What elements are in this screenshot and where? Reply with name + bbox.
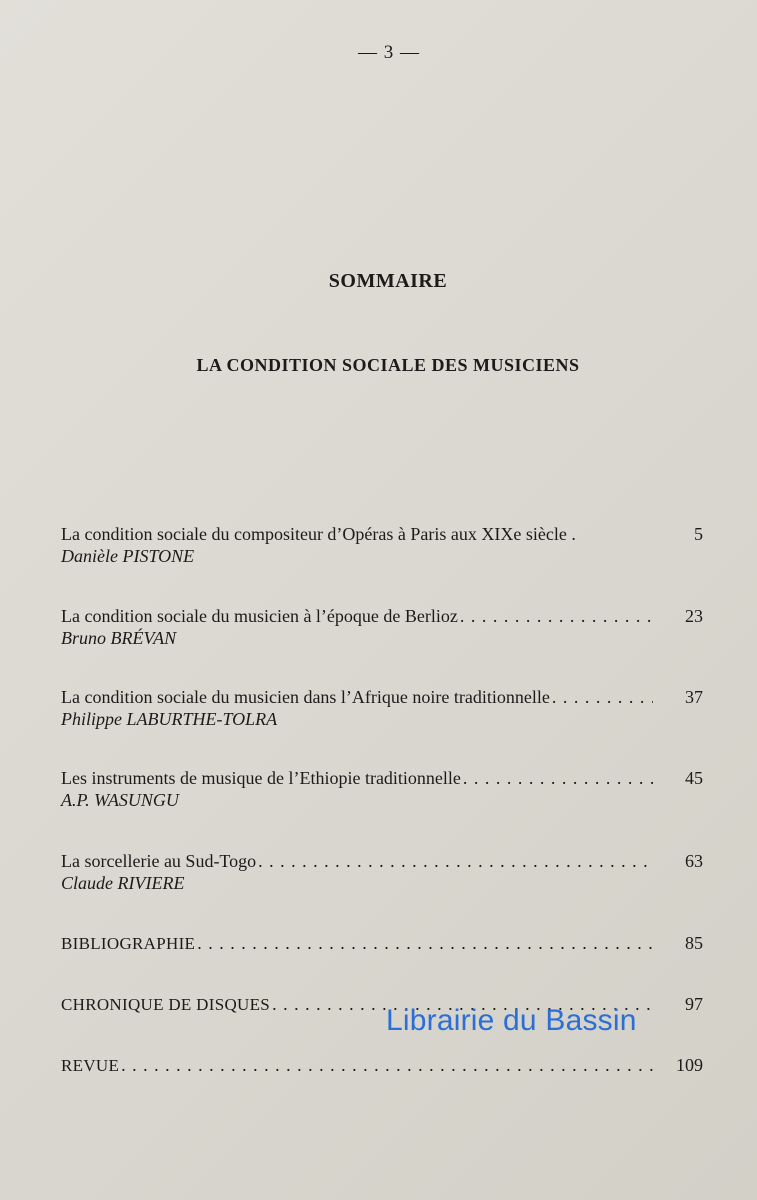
toc-entry <box>61 605 703 649</box>
toc-entry <box>61 1054 703 1077</box>
page-title: SOMMAIRE <box>328 270 448 292</box>
toc-page-number: 23 <box>685 606 703 626</box>
toc-line <box>61 1054 703 1077</box>
toc-title: CHRONIQUE DE DISQUES <box>61 995 271 1014</box>
toc-entry <box>61 932 703 955</box>
dot-leader <box>552 686 653 708</box>
toc-title: REVUE <box>61 1056 120 1075</box>
dot-leader <box>258 850 653 872</box>
dot-leader <box>460 605 653 627</box>
toc-title: La sorcellerie au Sud-Togo <box>61 851 257 871</box>
toc-line <box>61 686 703 708</box>
toc-entry <box>61 523 703 567</box>
toc-author: Philippe LABURTHE-TOLRA <box>61 709 278 729</box>
toc-title: Les instruments de musique de l’Ethiopie traditionnelle <box>61 768 461 788</box>
bookseller-watermark: Librairie du Bassin <box>386 1004 637 1037</box>
toc-author: Danièle PISTONE <box>61 546 195 566</box>
toc-title: La condition sociale du musicien à l’époque de Berlioz <box>61 606 458 626</box>
toc-author: Bruno BRÉVAN <box>61 628 177 648</box>
toc-page-number: 5 <box>694 524 703 544</box>
toc-title: BIBLIOGRAPHIE <box>61 934 196 953</box>
dot-leader <box>121 1054 653 1076</box>
toc-line <box>61 850 703 872</box>
toc-page-number: 45 <box>685 768 703 788</box>
toc-entry <box>61 767 703 811</box>
toc-line <box>61 605 703 627</box>
toc-page-number: 109 <box>676 1055 703 1075</box>
toc-line <box>61 523 703 545</box>
toc-title: La condition sociale du compositeur d’Opéras à Paris aux XIXe siècle . <box>61 524 576 544</box>
toc-entry <box>61 686 703 730</box>
toc-page-number: 37 <box>685 687 703 707</box>
section-title: LA CONDITION SOCIALE DES MUSICIENS <box>196 355 580 375</box>
toc-title: La condition sociale du musicien dans l’Afrique noire traditionnelle <box>61 687 550 707</box>
toc-page-number: 85 <box>685 933 703 953</box>
toc-line <box>61 932 703 955</box>
dot-leader <box>463 767 653 789</box>
toc-page-number: 63 <box>685 851 703 871</box>
toc-author: A.P. WASUNGU <box>61 790 179 810</box>
toc-entry <box>61 850 703 894</box>
toc-author: Claude RIVIERE <box>61 873 185 893</box>
page-number: — 3 — <box>358 42 420 63</box>
toc-page-number: 97 <box>685 994 703 1014</box>
toc-line <box>61 767 703 789</box>
dot-leader <box>197 932 653 954</box>
